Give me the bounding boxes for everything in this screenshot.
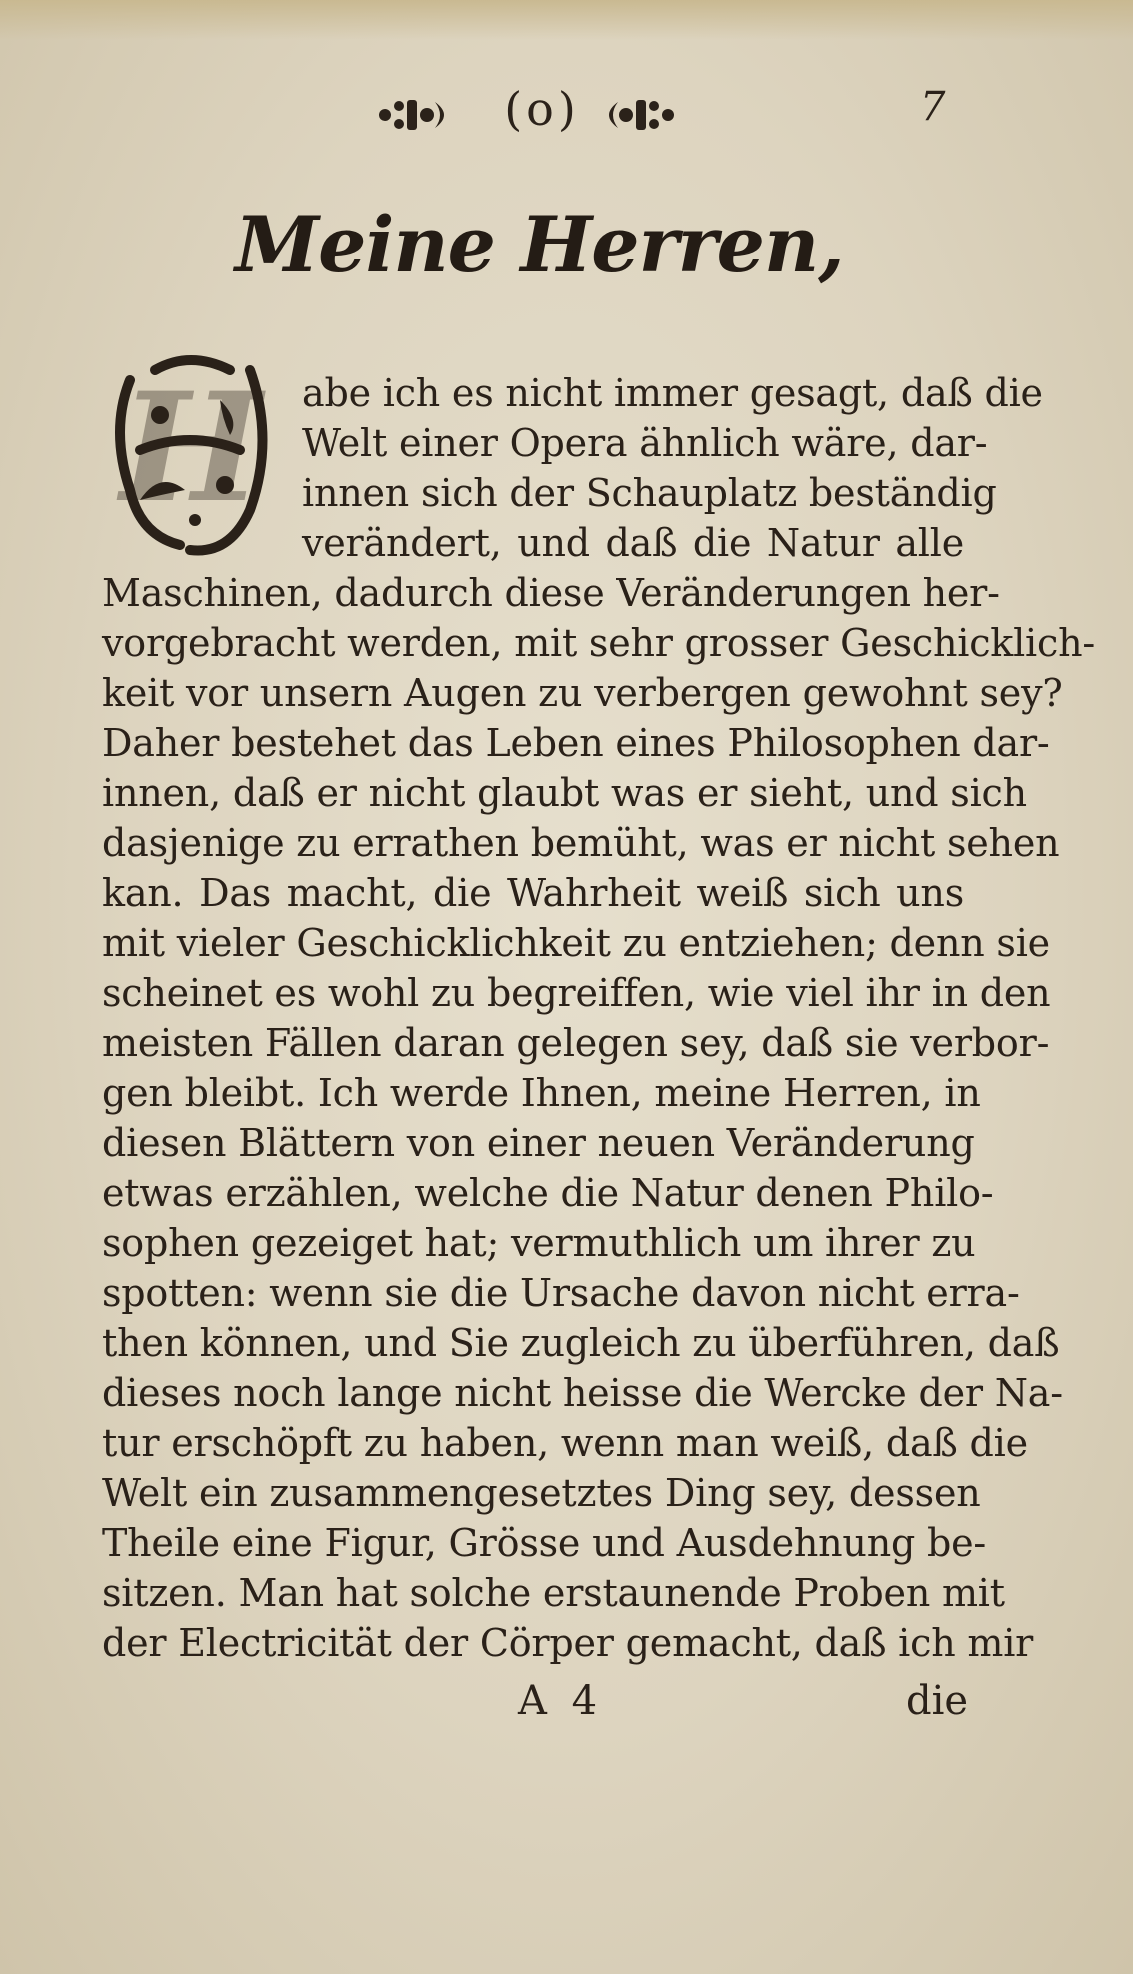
text-line: kan. Das macht, die Wahrheit weiß sich uns xyxy=(102,871,964,915)
text-line: innen, daß er nicht glaubt was er sieht, und sich xyxy=(102,771,1027,815)
text-line: dasjenige zu errathen bemüht, was er nicht sehen xyxy=(102,821,1060,865)
text-line: tur erschöpft zu haben, wenn man weiß, daß die xyxy=(102,1421,1028,1465)
left-ornament-icon xyxy=(375,92,455,138)
text-line: mit vieler Geschicklichkeit zu entziehen; denn sie xyxy=(102,921,1050,965)
drop-cap-letter: H xyxy=(120,360,262,536)
text-line: spotten: wenn sie die Ursache davon nicht erra- xyxy=(102,1271,1020,1315)
text-line: innen sich der Schauplatz beständig xyxy=(302,471,997,515)
text-line: scheinet es wohl zu begreiffen, wie viel ihr in den xyxy=(102,971,1051,1015)
text-line: Daher bestehet das Leben eines Philosophen dar- xyxy=(102,721,1050,765)
text-line: der Electricität der Cörper gemacht, daß ich mir xyxy=(102,1621,1034,1665)
folio-number: 7 xyxy=(920,84,946,130)
text-line: Theile eine Figur, Grösse und Ausdehnung be- xyxy=(102,1521,987,1565)
text-line: dieses noch lange nicht heisse die Wercke der Na- xyxy=(102,1371,1063,1415)
signature-mark: A 4 xyxy=(518,1678,604,1724)
text-line: meisten Fällen daran gelegen sey, daß sie verbor- xyxy=(102,1021,1050,1065)
salutation-heading: Meine Herren, xyxy=(235,200,844,289)
text-line: then können, und Sie zugleich zu überführen, daß xyxy=(102,1321,1060,1365)
text-line: verändert, und daß die Natur alle xyxy=(302,521,964,565)
text-line: sophen gezeiget hat; vermuthlich um ihrer zu xyxy=(102,1221,976,1265)
text-line: Welt ein zusammengesetztes Ding sey, dessen xyxy=(102,1471,981,1515)
text-line: keit vor unsern Augen zu verbergen gewohnt sey? xyxy=(102,671,1063,715)
body-text xyxy=(102,368,1096,1668)
text-line: vorgebracht werden, mit sehr grosser Geschicklich- xyxy=(102,621,1096,665)
text-line: abe ich es nicht immer gesagt, daß die xyxy=(302,371,1043,415)
running-head xyxy=(0,82,1133,152)
catchword: die xyxy=(906,1678,969,1724)
text-line: gen bleibt. Ich werde Ihnen, meine Herren, in xyxy=(102,1071,981,1115)
text-line: sitzen. Man hat solche erstaunende Proben mit xyxy=(102,1571,1005,1615)
text-line: Maschinen, dadurch diese Veränderungen her- xyxy=(102,571,1000,615)
page-mark: (o) xyxy=(504,82,580,136)
right-ornament-icon xyxy=(598,92,678,138)
text-line: Welt einer Opera ähnlich wäre, dar- xyxy=(302,421,988,465)
text-line: etwas erzählen, welche die Natur denen Philo- xyxy=(102,1171,994,1215)
text-line: diesen Blättern von einer neuen Veränderung xyxy=(102,1121,975,1165)
